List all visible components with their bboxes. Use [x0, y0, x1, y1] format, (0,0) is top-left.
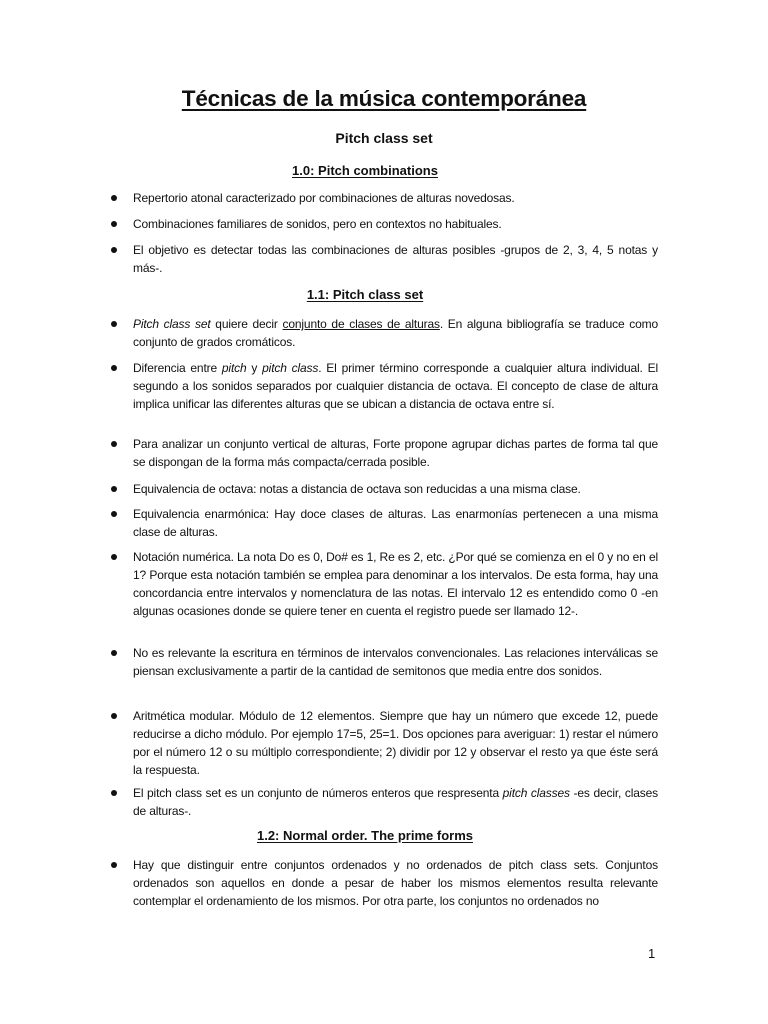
list-item: [133, 707, 658, 779]
text-run: y: [246, 361, 263, 375]
text-run: Para analizar un conjunto vertical de alturas, Forte propone agrupar dichas partes de forma tal que se dispongan de la forma más compacta/cerrada posible.: [133, 437, 658, 469]
text-run: El pitch class set es un conjunto de números enteros que respresenta: [133, 786, 503, 800]
list-item: [133, 359, 658, 413]
list-item: [133, 189, 658, 207]
text-run: Equivalencia enarmónica: Hay doce clases de alturas. Las enarmonías pertenecen a una misma clase de alturas.: [133, 507, 658, 539]
list-item: [133, 856, 658, 910]
italic-term: pitch classes: [502, 786, 570, 800]
bullet-icon: [111, 650, 117, 656]
list-item: [133, 548, 658, 620]
document-subtitle: Pitch class set: [335, 130, 433, 146]
list-item: [133, 505, 658, 541]
list-item: [133, 241, 658, 277]
bullet-icon: [111, 321, 117, 327]
list-item: [133, 644, 658, 680]
list-item: [133, 784, 658, 820]
bullet-icon: [111, 790, 117, 796]
text-run: El objetivo es detectar todas las combinaciones de alturas posibles -grupos de 2, 3, 4, 5 notas y más-.: [133, 243, 658, 275]
bullet-icon: [111, 862, 117, 868]
text-run: -es decir, clases de alturas-.: [133, 786, 659, 818]
italic-term: pitch class: [262, 361, 319, 375]
text-run: . El primer término corresponde a cualquier altura individual. El segundo a los sonidos separados por cualquier distancia de octava. El concepto de clase de altura implica unificar las diferentes alturas que se ubican a distancia de octava entre sí.: [133, 361, 658, 411]
text-run: Combinaciones familiares de sonidos, pero en contextos no habituales.: [133, 217, 502, 231]
bullet-icon: [111, 195, 117, 201]
text-run: No es relevante la escritura en términos de intervalos convencionales. Las relaciones interválicas se piensan exclusivamente a partir de la cantidad de semitonos que media entre dos sonidos.: [133, 646, 658, 678]
text-run: Hay que distinguir entre conjuntos ordenados y no ordenados de pitch class sets. Conjuntos ordenados son aquellos en donde a pesar de haber los mismos elementos resulta relevante contemplar el ordenamiento de los mismos. Por otra parte, los conjuntos no ordenados no: [133, 858, 658, 908]
page-number: 1: [648, 946, 656, 961]
bullet-icon: [111, 486, 117, 492]
document-title: Técnicas de la música contemporánea: [181, 86, 587, 111]
italic-term: pitch: [221, 361, 247, 375]
text-run: Repertorio atonal caracterizado por combinaciones de alturas novedosas.: [133, 191, 515, 205]
italic-term: Pitch class set: [133, 317, 211, 331]
bullet-icon: [111, 441, 117, 447]
list-item: [133, 315, 658, 351]
section-heading-1-1: 1.1: Pitch class set: [306, 287, 424, 302]
section-heading-1-2: 1.2: Normal order. The prime forms: [256, 828, 473, 843]
text-run: Aritmética modular. Módulo de 12 elementos. Siempre que hay un número que excede 12, puede reducirse a dicho módulo. Por ejemplo 17=5, 25=1. Dos opciones para averiguar: 1) restar el número por el número 12 o su múltiplo correspondiente; 2) dividir por 12 y observar el resto ya que éste será la respuesta.: [133, 709, 658, 777]
section-heading-1-0: 1.0: Pitch combinations: [292, 163, 438, 178]
underlined-term: conjunto de clases de alturas: [282, 317, 440, 331]
bullet-icon: [111, 247, 117, 253]
text-run: quiere decir: [210, 317, 283, 331]
bullet-icon: [111, 511, 117, 517]
bullet-icon: [111, 713, 117, 719]
bullet-icon: [111, 221, 117, 227]
bullet-icon: [111, 554, 117, 560]
text-run: Diferencia entre: [133, 361, 222, 375]
list-item: [133, 435, 658, 471]
list-item: [133, 480, 658, 498]
bullet-icon: [111, 365, 117, 371]
list-item: [133, 215, 658, 233]
text-run: Notación numérica. La nota Do es 0, Do# es 1, Re es 2, etc. ¿Por qué se comienza en el 0 y no en el 1? Porque esta notación también se emplea para denominar a los intervalos. De esta forma, hay una concordancia entre intervalos y nomenclatura de las notas. El intervalo 12 es entendido como 0 -en algunas ocasiones donde se quiere tener en cuenta el registro puede ser llamado 12-.: [133, 550, 658, 618]
text-run: . En alguna bibliografía se traduce como conjunto de grados cromáticos.: [133, 317, 658, 349]
text-run: Equivalencia de octava: notas a distancia de octava son reducidas a una misma clase.: [133, 482, 581, 496]
